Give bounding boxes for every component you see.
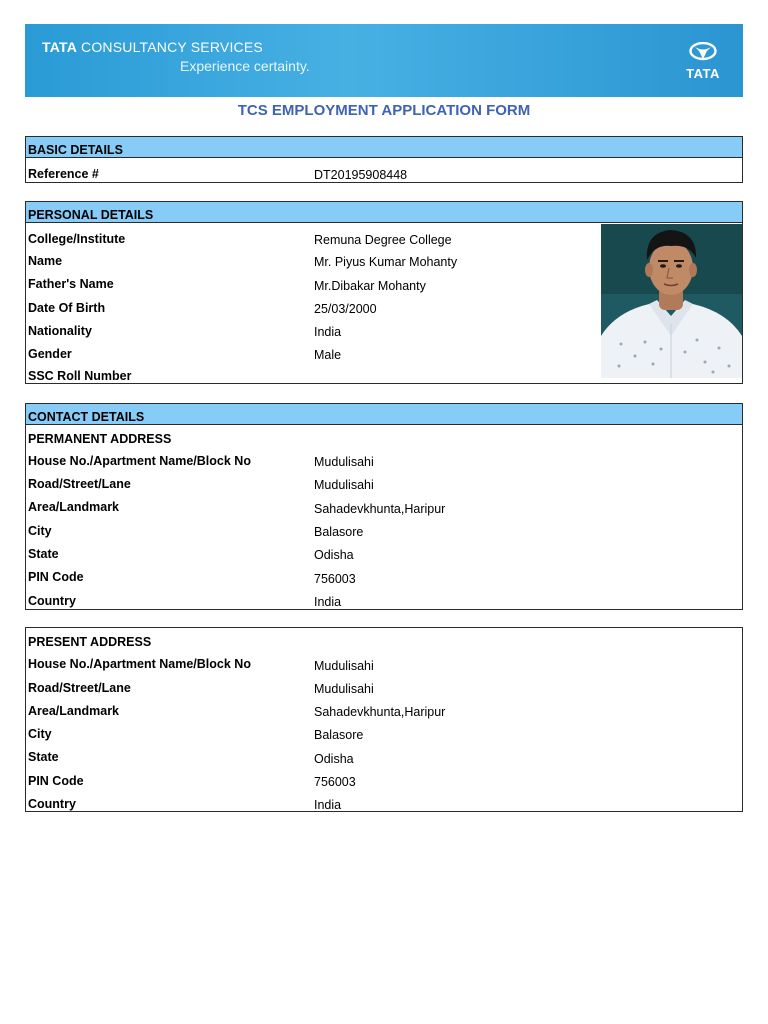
field-label: House No./Apartment Name/Block No [28,454,251,468]
field-value: Odisha [314,548,354,562]
field-value: Male [314,348,342,362]
permanent-address-heading: PERMANENT ADDRESS [28,432,172,446]
field-label: State [28,750,59,764]
field-value: Mudulisahi [314,455,374,469]
basic-details-section [25,136,743,183]
section-header [26,202,742,223]
field-value: India [314,325,342,339]
field-label: Country [28,594,76,608]
field-label: Area/Landmark [28,500,120,514]
field-label: Father's Name [28,277,114,291]
field-value: Mr.Dibakar Mohanty [314,279,426,293]
tagline: Experience certainty. [180,58,310,74]
contact-details-section [25,403,743,610]
brand-name-rest: CONSULTANCY SERVICES [81,39,263,55]
field-label: Gender [28,347,72,361]
field-label: Date Of Birth [28,301,106,315]
field-value: Sahadevkhunta,Haripur [314,502,446,516]
tata-emblem-icon [689,42,717,62]
field-value: India [314,798,342,812]
field-label: Road/Street/Lane [28,477,131,491]
field-label: Road/Street/Lane [28,681,131,695]
field-value: Mudulisahi [314,478,374,492]
field-label: State [28,547,59,561]
field-value: Remuna Degree College [314,233,452,247]
field-label: House No./Apartment Name/Block No [28,657,251,671]
section-heading: CONTACT DETAILS [28,410,145,424]
section-heading: PERSONAL DETAILS [28,208,154,222]
field-label: City [28,727,52,741]
tata-logo-text: TATA [686,66,720,81]
field-label: Name [28,254,63,268]
field-value: Mr. Piyus Kumar Mohanty [314,255,458,269]
field-value: Mudulisahi [314,682,374,696]
field-value: Balasore [314,525,364,539]
field-label: PIN Code [28,570,84,584]
tata-logo [681,42,725,82]
field-label: City [28,524,52,538]
field-value: 756003 [314,572,356,586]
field-value: India [314,595,342,609]
section-header [26,404,742,425]
page-title: TCS EMPLOYMENT APPLICATION FORM [237,102,531,119]
company-name [42,39,263,55]
personal-details-section [25,201,743,384]
section-heading: BASIC DETAILS [28,143,123,157]
section-header [26,137,742,158]
field-value: Mudulisahi [314,659,374,673]
field-label: Country [28,797,76,811]
field-value: Sahadevkhunta,Haripur [314,705,446,719]
field-value: DT20195908448 [314,168,408,182]
field-label: SSC Roll Number [28,369,132,383]
brand-name-bold: TATA [42,39,78,55]
present-address-heading: PRESENT ADDRESS [28,635,152,649]
field-value: Odisha [314,752,354,766]
field-label: Reference # [28,167,99,181]
applicant-photo [601,224,742,378]
field-label: College/Institute [28,232,126,246]
present-address-section [25,627,743,812]
field-value: 25/03/2000 [314,302,377,316]
field-label: Area/Landmark [28,704,120,718]
field-value: Balasore [314,728,364,742]
field-label: PIN Code [28,774,84,788]
header-banner [25,24,743,97]
field-label: Nationality [28,324,92,338]
field-value: 756003 [314,775,356,789]
